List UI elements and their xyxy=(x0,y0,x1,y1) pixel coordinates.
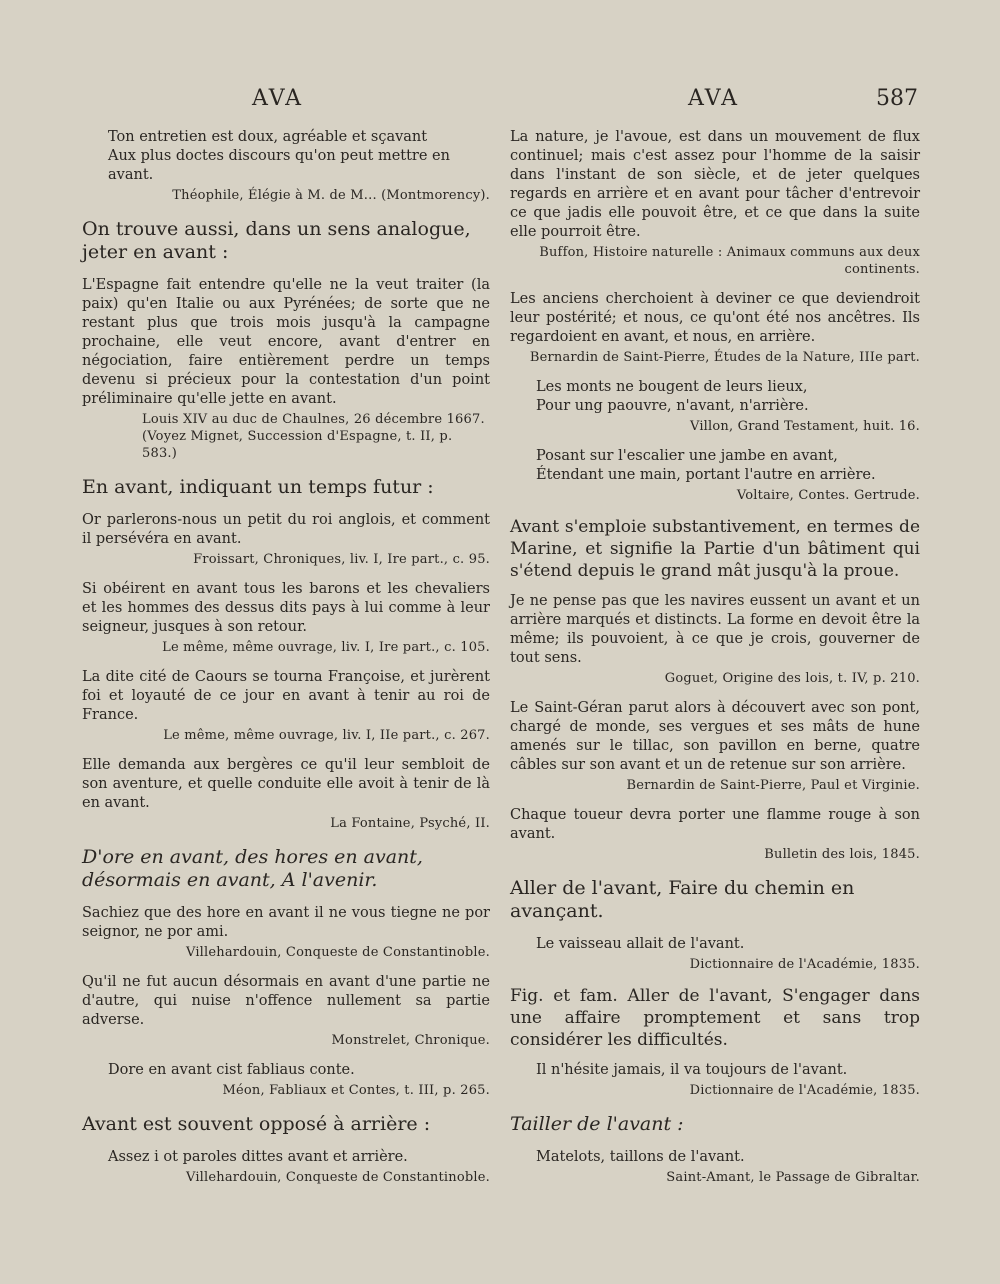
page-number: 587 xyxy=(876,86,918,111)
section-heading: Avant s'emploie substantivement, en termes de Marine, et signifie la Partie d'un bâtiment qui s'étend depuis le grand mât jusqu'à la proue. xyxy=(510,517,920,581)
source-citation: Dictionnaire de l'Académie, 1835. xyxy=(689,1083,920,1098)
source-citation: Goguet, Origine des lois, t. IV, p. 210. xyxy=(664,671,920,686)
source-citation: Louis XIV au duc de Chaulnes, 26 décembre 1667. (Voyez Mignet, Succession d'Espagne, t. II, p. 583.) xyxy=(142,412,485,461)
running-head-left: AVA xyxy=(252,86,304,111)
quote-paragraph: La dite cité de Caours se tourna Françoise, et jurèrent foi et loyauté de ce jour en avant à tenir au roi de France. xyxy=(82,669,490,723)
section-heading: Avant est souvent opposé à arrière : xyxy=(82,1113,431,1135)
section-heading: On trouve aussi, dans un sens analogue, jeter en avant : xyxy=(82,218,471,263)
verse-line: Aux plus doctes discours qu'on peut mettre en avant. xyxy=(108,148,450,183)
verse-line: Il n'hésite jamais, il va toujours de l'avant. xyxy=(536,1062,848,1078)
right-column xyxy=(510,128,920,1198)
left-column xyxy=(82,128,490,1198)
quote-paragraph: La nature, je l'avoue, est dans un mouvement de flux continuel; mais c'est assez pour l'homme de la saisir dans l'instant de son siècle, et de jeter quelques regards en arrière et en avant pour tâcher d'entrevoir ce que jadis elle pouvoit être, et ce que dans la suite elle pourroit être. xyxy=(510,129,920,240)
source-citation: Le même, même ouvrage, liv. I, Ire part., c. 105. xyxy=(162,640,490,655)
source-citation: Froissart, Chroniques, liv. I, Ire part., c. 95. xyxy=(193,552,490,567)
verse-line: Matelots, taillons de l'avant. xyxy=(536,1149,745,1165)
source-citation: Le même, même ouvrage, liv. I, IIe part., c. 267. xyxy=(163,728,490,743)
quote-paragraph: Je ne pense pas que les navires eussent un avant et un arrière marqués et distincts. La forme en devoit être la même; ils pouvoient, à ce que je crois, gouverner de tout sens. xyxy=(510,593,920,666)
verse-line: Étendant une main, portant l'autre en arrière. xyxy=(536,467,876,483)
source-citation: Buffon, Histoire naturelle : Animaux communs aux deux continents. xyxy=(539,245,920,277)
section-heading: Fig. et fam. Aller de l'avant, S'engager dans une affaire promptement et sans trop considérer les difficultés. xyxy=(510,986,920,1050)
section-heading: Tailler de l'avant : xyxy=(510,1113,684,1135)
source-citation: Bernardin de Saint-Pierre, Paul et Virginie. xyxy=(626,778,920,793)
section-heading: D'ore en avant, des hores en avant, désormais en avant, A l'avenir. xyxy=(82,846,423,891)
verse-line: Posant sur l'escalier une jambe en avant, xyxy=(536,448,838,464)
verse-line: Assez i ot paroles dittes avant et arrière. xyxy=(108,1149,408,1165)
source-citation: Villehardouin, Conqueste de Constantinoble. xyxy=(185,1170,490,1185)
verse-line: Le vaisseau allait de l'avant. xyxy=(536,936,745,952)
verse-line: Ton entretien est doux, agréable et sçavant xyxy=(108,129,428,145)
quote-paragraph: Si obéirent en avant tous les barons et les chevaliers et les hommes des dessus dits pays à lui comme à leur seigneur, jusques à son retour. xyxy=(82,581,490,635)
verse-line: Dore en avant cist fabliaus conte. xyxy=(108,1062,355,1078)
quote-paragraph: Sachiez que des hore en avant il ne vous tiegne ne por seignor, ne por ami. xyxy=(82,905,490,940)
verse-line: Les monts ne bougent de leurs lieux, xyxy=(536,379,808,395)
source-citation: Villehardouin, Conqueste de Constantinoble. xyxy=(185,945,490,960)
source-citation: Bulletin des lois, 1845. xyxy=(764,847,920,862)
section-heading: Aller de l'avant, Faire du chemin en avançant. xyxy=(510,877,855,922)
source-citation: Théophile, Élégie à M. de M... (Montmorency). xyxy=(172,188,490,203)
source-citation: Saint-Amant, le Passage de Gibraltar. xyxy=(666,1170,920,1185)
quote-paragraph: Chaque toueur devra porter une flamme rouge à son avant. xyxy=(510,807,920,842)
verse-line: Pour ung paouvre, n'avant, n'arrière. xyxy=(536,398,809,414)
quote-paragraph: Les anciens cherchoient à deviner ce que deviendroit leur postérité; et nous, ce qu'ont été nos ancêtres. Ils regardoient en avant, et nous, en arrière. xyxy=(510,291,920,345)
quote-paragraph: Qu'il ne fut aucun désormais en avant d'une partie ne d'autre, qui nuise n'offence nullement sa partie adverse. xyxy=(82,974,490,1028)
quote-paragraph: L'Espagne fait entendre qu'elle ne la veut traiter (la paix) qu'en Italie ou aux Pyrénées; de sorte que ne restant plus que trois mois jusqu'à la campagne prochaine, elle veut encore, avant d'entrer en négociation, faire entièrement perdre un temps devenu si précieux pour la contestation d'un point préliminaire qu'elle jette en avant. xyxy=(82,277,490,407)
running-head-right: AVA xyxy=(688,86,740,111)
source-citation: Villon, Grand Testament, huit. 16. xyxy=(689,419,920,434)
source-citation: Monstrelet, Chronique. xyxy=(331,1033,490,1048)
source-citation: Bernardin de Saint-Pierre, Études de la Nature, IIIe part. xyxy=(529,350,920,365)
quote-paragraph: Elle demanda aux bergères ce qu'il leur sembloit de son aventure, et quelle conduite elle avoit à tenir de là en avant. xyxy=(82,757,490,811)
quote-paragraph: Le Saint-Géran parut alors à découvert avec son pont, chargé de monde, ses vergues et ses mâts de hune amenés sur le tillac, son pavillon en berne, quatre câbles sur son avant et un de retenue sur son arrière. xyxy=(510,700,920,773)
source-citation: La Fontaine, Psyché, II. xyxy=(330,816,490,831)
source-citation: Voltaire, Contes. Gertrude. xyxy=(736,488,920,503)
source-citation: Dictionnaire de l'Académie, 1835. xyxy=(689,957,920,972)
section-heading: En avant, indiquant un temps futur : xyxy=(82,476,434,498)
quote-paragraph: Or parlerons-nous un petit du roi anglois, et comment il persévéra en avant. xyxy=(82,512,490,547)
source-citation: Méon, Fabliaux et Contes, t. III, p. 265. xyxy=(222,1083,490,1098)
